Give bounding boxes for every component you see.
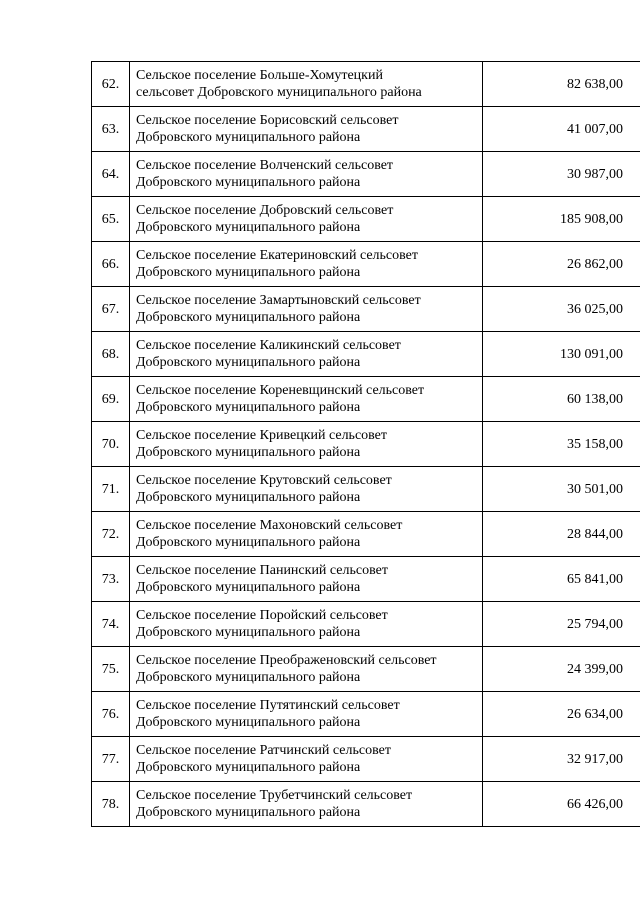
row-number: 72. — [92, 512, 130, 557]
settlement-name-line-2: Добровского муниципального района — [136, 130, 361, 145]
settlement-name — [130, 467, 483, 512]
row-number: 67. — [92, 287, 130, 332]
settlement-name — [130, 377, 483, 422]
row-number: 63. — [92, 107, 130, 152]
settlement-name — [130, 107, 483, 152]
row-number: 73. — [92, 557, 130, 602]
amount-value: 30 501,00 — [483, 467, 640, 512]
amount-value: 60 138,00 — [483, 377, 640, 422]
settlement-name — [130, 557, 483, 602]
settlement-name — [130, 692, 483, 737]
amount-value: 24 399,00 — [483, 647, 640, 692]
settlement-name-line-1: Сельское поселение Панинский сельсовет — [136, 563, 388, 578]
settlement-name-line-1: Сельское поселение Махоновский сельсовет — [136, 518, 403, 533]
table-row — [92, 422, 640, 467]
row-number: 68. — [92, 332, 130, 377]
settlement-name-line-1: Сельское поселение Екатериновский сельсовет — [136, 248, 419, 263]
settlement-name-line-2: Добровского муниципального района — [136, 265, 361, 280]
settlement-name-line-2: Добровского муниципального района — [136, 445, 361, 460]
table-row — [92, 332, 640, 377]
amount-value: 35 158,00 — [483, 422, 640, 467]
row-number: 66. — [92, 242, 130, 287]
settlement-name-line-2: Добровского муниципального района — [136, 535, 361, 550]
settlement-name-line-2: Добровского муниципального района — [136, 310, 361, 325]
settlements-budget-table — [91, 61, 640, 827]
settlement-name — [130, 332, 483, 377]
amount-value: 25 794,00 — [483, 602, 640, 647]
amount-value: 26 634,00 — [483, 692, 640, 737]
settlement-name — [130, 512, 483, 557]
settlement-name-line-1: Сельское поселение Борисовский сельсовет — [136, 113, 399, 128]
amount-value: 82 638,00 — [483, 62, 640, 107]
amount-value: 28 844,00 — [483, 512, 640, 557]
amount-value: 30 987,00 — [483, 152, 640, 197]
settlement-name — [130, 422, 483, 467]
settlement-name-line-1: Сельское поселение Трубетчинский сельсовет — [136, 788, 413, 803]
settlement-name-line-1: Сельское поселение Волченский сельсовет — [136, 158, 394, 173]
settlement-name-line-2: Добровского муниципального района — [136, 625, 361, 640]
settlement-name — [130, 242, 483, 287]
settlement-name-line-1: Сельское поселение Ратчинский сельсовет — [136, 743, 391, 758]
settlement-name-line-2: Добровского муниципального района — [136, 220, 361, 235]
settlement-name-line-1: Сельское поселение Преображеновский сельсовет — [136, 653, 437, 668]
amount-value: 26 862,00 — [483, 242, 640, 287]
row-number: 76. — [92, 692, 130, 737]
table-row — [92, 557, 640, 602]
table-row — [92, 512, 640, 557]
settlement-name-line-2: Добровского муниципального района — [136, 805, 361, 820]
table-row — [92, 152, 640, 197]
row-number: 64. — [92, 152, 130, 197]
table-row — [92, 62, 640, 107]
amount-value: 66 426,00 — [483, 782, 640, 827]
amount-value: 32 917,00 — [483, 737, 640, 782]
settlement-name-line-2: Добровского муниципального района — [136, 355, 361, 370]
amount-value: 36 025,00 — [483, 287, 640, 332]
row-number: 71. — [92, 467, 130, 512]
table-row — [92, 377, 640, 422]
settlement-name-line-2: Добровского муниципального района — [136, 175, 361, 190]
settlement-name — [130, 737, 483, 782]
row-number: 69. — [92, 377, 130, 422]
row-number: 65. — [92, 197, 130, 242]
settlement-name-line-1: Сельское поселение Больше-Хомутецкий — [136, 68, 383, 83]
table-row — [92, 737, 640, 782]
row-number: 78. — [92, 782, 130, 827]
table-row — [92, 602, 640, 647]
settlement-name-line-2: Добровского муниципального района — [136, 490, 361, 505]
amount-value: 41 007,00 — [483, 107, 640, 152]
row-number: 77. — [92, 737, 130, 782]
settlement-name-line-1: Сельское поселение Путятинский сельсовет — [136, 698, 400, 713]
table-row — [92, 467, 640, 512]
row-number: 74. — [92, 602, 130, 647]
amount-value: 65 841,00 — [483, 557, 640, 602]
table-row — [92, 647, 640, 692]
settlement-name-line-2: Добровского муниципального района — [136, 760, 361, 775]
settlement-name-line-2: Добровского муниципального района — [136, 400, 361, 415]
table-row — [92, 782, 640, 827]
row-number: 62. — [92, 62, 130, 107]
amount-value: 185 908,00 — [483, 197, 640, 242]
settlement-name — [130, 197, 483, 242]
table-row — [92, 197, 640, 242]
settlement-name — [130, 287, 483, 332]
settlement-name — [130, 647, 483, 692]
settlement-name-line-2: Добровского муниципального района — [136, 580, 361, 595]
settlement-name-line-1: Сельское поселение Добровский сельсовет — [136, 203, 394, 218]
row-number: 70. — [92, 422, 130, 467]
settlement-name-line-1: Сельское поселение Кривецкий сельсовет — [136, 428, 388, 443]
settlement-name — [130, 782, 483, 827]
settlement-name — [130, 602, 483, 647]
settlement-name-line-2: Добровского муниципального района — [136, 715, 361, 730]
settlement-name-line-2: сельсовет Добровского муниципального района — [136, 85, 422, 100]
table-row — [92, 692, 640, 737]
settlement-name-line-1: Сельское поселение Крутовский сельсовет — [136, 473, 392, 488]
settlement-name-line-1: Сельское поселение Каликинский сельсовет — [136, 338, 401, 353]
table-row — [92, 107, 640, 152]
settlement-name-line-2: Добровского муниципального района — [136, 670, 361, 685]
row-number: 75. — [92, 647, 130, 692]
settlement-name-line-1: Сельское поселение Кореневщинский сельсовет — [136, 383, 425, 398]
table-row — [92, 287, 640, 332]
settlement-name-line-1: Сельское поселение Поройский сельсовет — [136, 608, 388, 623]
settlement-name — [130, 62, 483, 107]
table-row — [92, 242, 640, 287]
settlement-name-line-1: Сельское поселение Замартыновский сельсовет — [136, 293, 421, 308]
amount-value: 130 091,00 — [483, 332, 640, 377]
settlement-name — [130, 152, 483, 197]
